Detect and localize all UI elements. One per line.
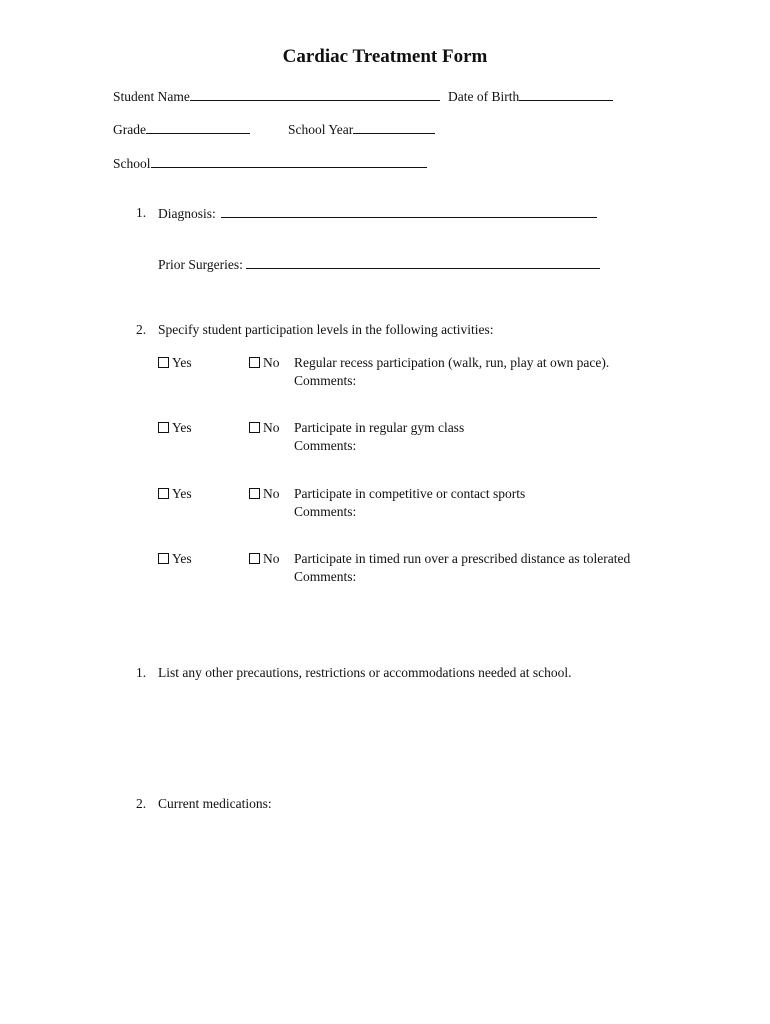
- section1-number: 1.: [136, 205, 147, 220]
- comments-label: Comments:: [294, 438, 357, 453]
- dob-field[interactable]: [519, 88, 613, 101]
- section2-heading: Specify student participation levels in the following activities:: [158, 322, 494, 337]
- checkbox-icon[interactable]: [249, 422, 260, 433]
- precautions-prompt: List any other precautions, restrictions or accommodations needed at school.: [158, 665, 572, 680]
- activity-label: Regular recess participation (walk, run, play at own pace).: [294, 355, 610, 370]
- grade-row: [113, 121, 250, 138]
- checkbox-icon[interactable]: [249, 357, 260, 368]
- activity-label: Participate in competitive or contact sports: [294, 486, 526, 501]
- prior-surgeries-label: Prior Surgeries:: [158, 257, 243, 272]
- checkbox-icon[interactable]: [158, 488, 169, 499]
- yes-option-3[interactable]: Yes: [158, 486, 192, 502]
- grade-label: Grade: [113, 122, 146, 137]
- medications-prompt: Current medications:: [158, 796, 272, 811]
- dob-row: [448, 88, 613, 105]
- activity-label: Participate in regular gym class: [294, 420, 465, 435]
- yes-option-2[interactable]: Yes: [158, 420, 192, 436]
- section3-number: 1.: [136, 665, 147, 680]
- diagnosis-row: [158, 205, 597, 222]
- dob-label: Date of Birth: [448, 89, 520, 104]
- no-option-1[interactable]: No: [249, 355, 280, 371]
- school-year-field[interactable]: [353, 121, 435, 134]
- comments-label: Comments:: [294, 373, 357, 388]
- school-row: [113, 155, 427, 172]
- prior-surgeries-row: [158, 256, 600, 273]
- yes-option-4[interactable]: Yes: [158, 551, 192, 567]
- yes-option-1[interactable]: Yes: [158, 355, 192, 371]
- diagnosis-label: Diagnosis:: [158, 206, 216, 221]
- no-option-2[interactable]: No: [249, 420, 280, 436]
- prior-surgeries-field[interactable]: [246, 256, 600, 269]
- section4-number: 2.: [136, 796, 147, 811]
- student-name-label: Student Name: [113, 89, 190, 104]
- activity-4: [294, 551, 630, 585]
- school-year-label: School Year: [288, 122, 354, 137]
- comments-label: Comments:: [294, 569, 357, 584]
- student-name-field[interactable]: [190, 88, 440, 101]
- page-title: Cardiac Treatment Form: [282, 46, 488, 67]
- school-year-row: [288, 121, 435, 138]
- section2-number: 2.: [136, 322, 147, 337]
- comments-label: Comments:: [294, 504, 357, 519]
- activity-label: Participate in timed run over a prescribed distance as tolerated: [294, 551, 631, 566]
- activity-1: [294, 355, 609, 389]
- checkbox-icon[interactable]: [158, 357, 169, 368]
- activity-3: [294, 486, 525, 520]
- school-label: School: [113, 156, 151, 171]
- no-option-4[interactable]: No: [249, 551, 280, 567]
- diagnosis-field[interactable]: [221, 205, 597, 218]
- no-option-3[interactable]: No: [249, 486, 280, 502]
- activity-2: [294, 420, 464, 454]
- checkbox-icon[interactable]: [249, 488, 260, 499]
- grade-field[interactable]: [146, 121, 250, 134]
- school-field[interactable]: [151, 155, 427, 168]
- checkbox-icon[interactable]: [158, 553, 169, 564]
- checkbox-icon[interactable]: [158, 422, 169, 433]
- checkbox-icon[interactable]: [249, 553, 260, 564]
- student-name-row: [113, 88, 440, 105]
